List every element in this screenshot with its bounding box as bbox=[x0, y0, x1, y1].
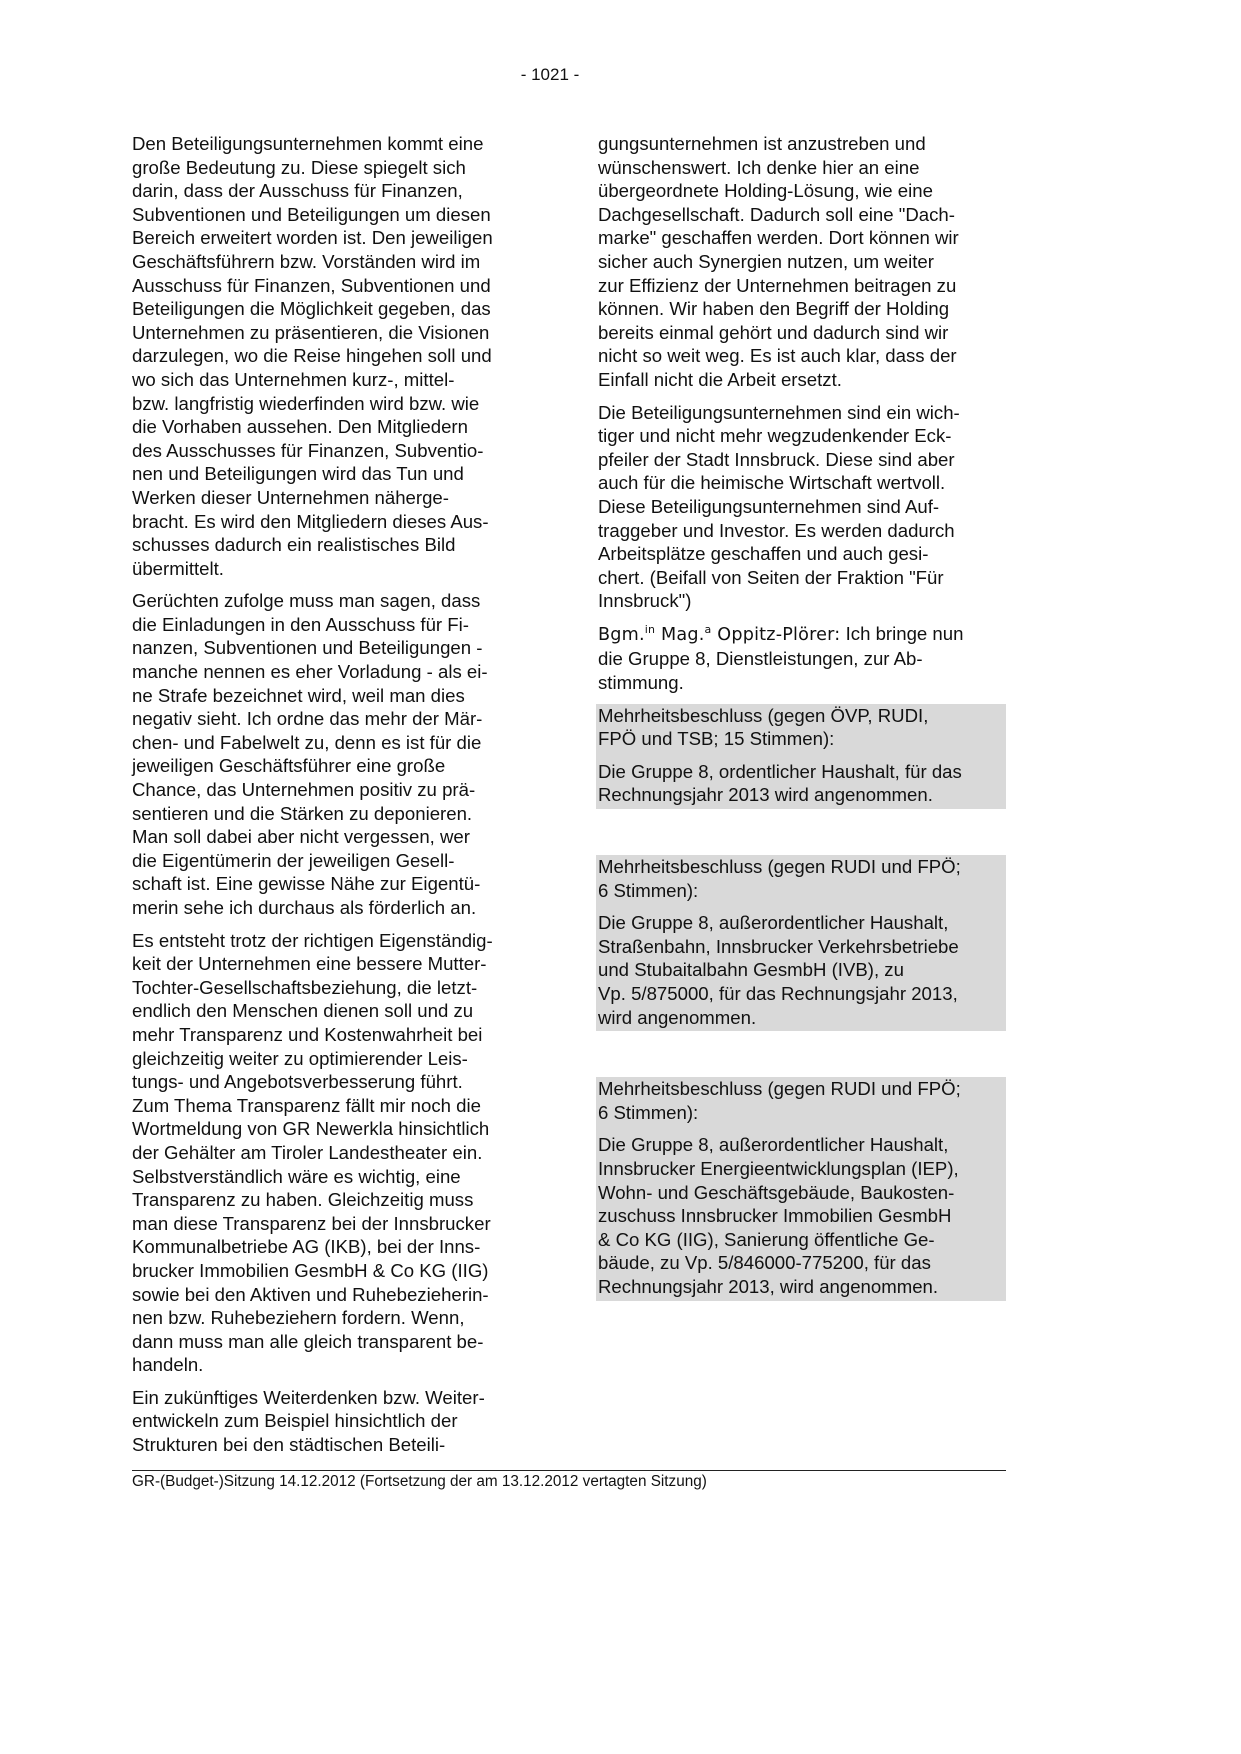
text-line: die Einladungen in den Ausschuss für Fi- bbox=[132, 613, 469, 635]
speaker-title: Mag. bbox=[655, 624, 705, 645]
resolution-box bbox=[596, 704, 1006, 809]
text-line: endlich den Menschen dienen soll und zu bbox=[132, 1000, 474, 1022]
text-line: die Gruppe 8, Dienstleistungen, zur Ab- bbox=[598, 648, 923, 670]
text-line: große Bedeutung zu. Diese spiegelt sich bbox=[132, 156, 466, 178]
text-line: Bereich erweitert worden ist. Den jeweiligen bbox=[132, 227, 493, 249]
speaker-statement-start: Ich bringe nun bbox=[840, 622, 964, 644]
text-line: darin, dass der Ausschuss für Finanzen, bbox=[132, 180, 463, 202]
resolution-title bbox=[598, 704, 1004, 760]
text-line: gleichzeitig weiter zu optimierender Leis- bbox=[132, 1047, 468, 1069]
text-line: entwickeln zum Beispiel hinsichtlich der bbox=[132, 1410, 458, 1432]
text-line: Transparenz zu haben. Gleichzeitig muss bbox=[132, 1189, 474, 1211]
text-line: ne Strafe bezeichnet wird, weil man dies bbox=[132, 684, 465, 706]
text-line: jeweiligen Geschäftsführer eine große bbox=[132, 755, 446, 777]
text-line: schusses dadurch ein realistisches Bild bbox=[132, 534, 456, 556]
paragraph-holding bbox=[598, 132, 1006, 392]
text-line: Wortmeldung von GR Newerkla hinsichtlich bbox=[132, 1118, 490, 1140]
resolution-box bbox=[596, 855, 1006, 1031]
speaker-paragraph bbox=[598, 622, 1006, 695]
text-line: Gerüchten zufolge muss man sagen, dass bbox=[132, 590, 481, 612]
text-line: chen- und Fabelwelt zu, denn es ist für die bbox=[132, 731, 482, 753]
text-line: übermittelt. bbox=[132, 557, 224, 579]
text-line: dann muss man alle gleich transparent be- bbox=[132, 1330, 484, 1352]
paragraph-eckpfeiler bbox=[598, 401, 1006, 613]
text-line: nanzen, Subventionen und Beteiligungen - bbox=[132, 637, 483, 659]
text-line: bracht. Es wird den Mitgliedern dieses Aus- bbox=[132, 510, 489, 532]
paragraph-geruechte bbox=[132, 589, 530, 919]
text-line: Mehrheitsbeschluss (gegen RUDI und FPÖ; bbox=[598, 856, 961, 878]
page-number: - 1021 - bbox=[520, 65, 580, 84]
text-line: Ausschuss für Finanzen, Subventionen und bbox=[132, 274, 491, 296]
text-line: Kommunalbetriebe AG (IKB), bei der Inns- bbox=[132, 1236, 481, 1258]
text-line: manche nennen es eher Vorladung - als ei- bbox=[132, 661, 488, 683]
speaker-title-sup: a bbox=[704, 623, 712, 637]
text-line: traggeber und Investor. Es werden dadurch bbox=[598, 519, 955, 541]
spacer bbox=[598, 1031, 1006, 1077]
text-line: Mehrheitsbeschluss (gegen ÖVP, RUDI, bbox=[598, 704, 929, 726]
text-line: tiger und nicht mehr wegzudenkender Eck- bbox=[598, 425, 952, 447]
text-line: sicher auch Synergien nutzen, um weiter bbox=[598, 250, 934, 272]
footer-divider bbox=[132, 1470, 1006, 1471]
text-line: man diese Transparenz bei der Innsbrucker bbox=[132, 1212, 491, 1234]
text-line: keit der Unternehmen eine bessere Mutter- bbox=[132, 953, 487, 975]
text-line: nen bzw. Ruhebeziehern fordern. Wenn, bbox=[132, 1307, 465, 1329]
resolution-text bbox=[598, 760, 1004, 809]
text-line: FPÖ und TSB; 15 Stimmen): bbox=[598, 728, 835, 750]
text-line: 6 Stimmen): bbox=[598, 1101, 699, 1123]
text-line: Vp. 5/875000, für das Rechnungsjahr 2013, bbox=[598, 983, 958, 1004]
resolution-text bbox=[598, 911, 1004, 1031]
paragraph-beteiligungen-bedeutung bbox=[132, 132, 530, 580]
text-line: Beteiligungen die Möglichkeit gegeben, das bbox=[132, 298, 491, 320]
text-line: können. Wir haben den Begriff der Holding bbox=[598, 298, 950, 320]
text-line: marke" geschaffen werden. Dort können wir bbox=[598, 227, 959, 249]
text-line: Innsbrucker Energieentwicklungsplan (IEP), bbox=[598, 1157, 959, 1179]
text-line: nen und Beteiligungen wird das Tun und bbox=[132, 463, 464, 485]
text-line: Geschäftsführern bzw. Vorständen wird im bbox=[132, 250, 481, 272]
text-line: pfeiler der Stadt Innsbruck. Diese sind aber bbox=[598, 448, 955, 470]
text-line: schaft ist. Eine gewisse Nähe zur Eigentü- bbox=[132, 873, 481, 895]
spacer bbox=[598, 809, 1006, 855]
text-line: Subventionen und Beteiligungen um diesen bbox=[132, 203, 491, 225]
text-line: Die Gruppe 8, außerordentlicher Haushalt, bbox=[598, 1134, 949, 1156]
text-line: bzw. langfristig wiederfinden wird bzw. wie bbox=[132, 392, 480, 414]
text-line: Einfall nicht die Arbeit ersetzt. bbox=[598, 368, 842, 390]
speaker-name bbox=[598, 625, 840, 645]
text-line: & Co KG (IIG), Sanierung öffentliche Ge- bbox=[598, 1228, 935, 1250]
text-line: bäude, zu Vp. 5/846000-775200, für das bbox=[598, 1252, 931, 1274]
text-line: Mehrheitsbeschluss (gegen RUDI und FPÖ; bbox=[598, 1078, 961, 1100]
text-line: und Stubaitalbahn GesmbH (IVB), zu bbox=[598, 959, 904, 981]
text-line: zur Effizienz der Unternehmen beitragen zu bbox=[598, 274, 957, 296]
text-line: bereits einmal gehört und dadurch sind wir bbox=[598, 321, 949, 343]
right-column bbox=[598, 132, 1006, 1301]
left-column bbox=[132, 132, 530, 1466]
text-line: stimmung. bbox=[598, 672, 684, 694]
speaker-prefix: Bgm. bbox=[598, 624, 645, 645]
text-line: chert. (Beifall von Seiten der Fraktion "Für bbox=[598, 566, 944, 588]
speaker-line bbox=[598, 622, 1006, 648]
text-line: Arbeitsplätze geschaffen und auch gesi- bbox=[598, 543, 929, 565]
text-line: Rechnungsjahr 2013 wird angenommen. bbox=[598, 784, 933, 806]
text-line: Strukturen bei den städtischen Beteili- bbox=[132, 1434, 446, 1456]
text-line: Rechnungsjahr 2013, wird angenommen. bbox=[598, 1275, 939, 1297]
text-line: brucker Immobilien GesmbH & Co KG (IIG) bbox=[132, 1259, 489, 1281]
text-line: Chance, das Unternehmen positiv zu prä- bbox=[132, 779, 476, 801]
paragraph-weiterdenken bbox=[132, 1386, 530, 1457]
paragraph-transparenz bbox=[132, 929, 530, 1377]
text-line: sentieren und die Stärken zu deponieren. bbox=[132, 802, 473, 824]
text-line: Diese Beteiligungsunternehmen sind Auf- bbox=[598, 495, 940, 517]
footer-session-info: GR-(Budget-)Sitzung 14.12.2012 (Fortsetzung der am 13.12.2012 vertagten Sitzung) bbox=[132, 1473, 707, 1490]
text-line: Werken dieser Unternehmen nähergе- bbox=[132, 486, 449, 508]
text-line: negativ sieht. Ich ordne das mehr der Mär- bbox=[132, 708, 483, 730]
text-line: nicht so weit weg. Es ist auch klar, dass der bbox=[598, 345, 957, 367]
text-line: Zum Thema Transparenz fällt mir noch die bbox=[132, 1094, 481, 1116]
text-line: des Ausschusses für Finanzen, Subventio- bbox=[132, 439, 484, 461]
text-line: Dachgesellschaft. Dadurch soll eine "Dach- bbox=[598, 203, 955, 225]
text-line: Ein zukünftiges Weiterdenken bzw. Weiter- bbox=[132, 1386, 485, 1408]
text-line: die Vorhaben aussehen. Den Mitgliedern bbox=[132, 416, 468, 438]
text-line: handeln. bbox=[132, 1354, 204, 1376]
speaker-prefix-sup: in bbox=[644, 623, 656, 637]
text-line: gungsunternehmen ist anzustreben und bbox=[598, 133, 926, 154]
text-line: auch für die heimische Wirtschaft wertvoll. bbox=[598, 472, 946, 494]
text-line: übergeordnete Holding-Lösung, wie eine bbox=[598, 180, 933, 202]
text-line: zuschuss Innsbrucker Immobilien GesmbH bbox=[598, 1205, 952, 1227]
text-line: Tochter-Gesellschaftsbeziehung, die letzt- bbox=[132, 976, 478, 998]
text-line: Die Beteiligungsunternehmen sind ein wich- bbox=[598, 401, 960, 423]
text-line: die Eigentümerin der jeweiligen Gesell- bbox=[132, 849, 455, 871]
text-line: merin sehe ich durchaus als förderlich an. bbox=[132, 897, 477, 918]
speaker-surname: Oppitz-Plörer: bbox=[711, 624, 841, 645]
text-line: 6 Stimmen): bbox=[598, 879, 699, 901]
text-line: mehr Transparenz und Kostenwahrheit bei bbox=[132, 1023, 483, 1045]
text-line: Wohn- und Geschäftsgebäude, Baukosten- bbox=[598, 1181, 955, 1203]
resolution-text bbox=[598, 1133, 1004, 1300]
text-line: wird angenommen. bbox=[598, 1006, 757, 1028]
resolution-title bbox=[598, 1077, 1004, 1133]
text-line: Innsbruck") bbox=[598, 590, 692, 612]
text-line: Es entsteht trotz der richtigen Eigenständig- bbox=[132, 929, 493, 951]
text-line: Den Beteiligungsunternehmen kommt eine bbox=[132, 133, 484, 154]
text-line: Unternehmen zu präsentieren, die Visionen bbox=[132, 321, 490, 343]
text-line: Man soll dabei aber nicht vergessen, wer bbox=[132, 826, 470, 848]
text-line: wünschenswert. Ich denke hier an eine bbox=[598, 156, 920, 178]
resolution-title bbox=[598, 855, 1004, 911]
text-line: Selbstverständlich wäre es wichtig, eine bbox=[132, 1165, 461, 1187]
resolution-box bbox=[596, 1077, 1006, 1300]
text-line: wo sich das Unternehmen kurz-, mittel- bbox=[132, 368, 455, 390]
text-line: Die Gruppe 8, ordentlicher Haushalt, für das bbox=[598, 760, 962, 782]
text-line: der Gehälter am Tiroler Landestheater ein. bbox=[132, 1141, 483, 1163]
text-line: sowie bei den Aktiven und Ruhebezieherin- bbox=[132, 1283, 489, 1305]
text-line: tungs- und Angebotsverbesserung führt. bbox=[132, 1071, 463, 1093]
text-line: darzulegen, wo die Reise hingehen soll und bbox=[132, 345, 492, 367]
text-line: Die Gruppe 8, außerordentlicher Haushalt, bbox=[598, 912, 949, 934]
text-line: Straßenbahn, Innsbrucker Verkehrsbetriebe bbox=[598, 935, 959, 957]
